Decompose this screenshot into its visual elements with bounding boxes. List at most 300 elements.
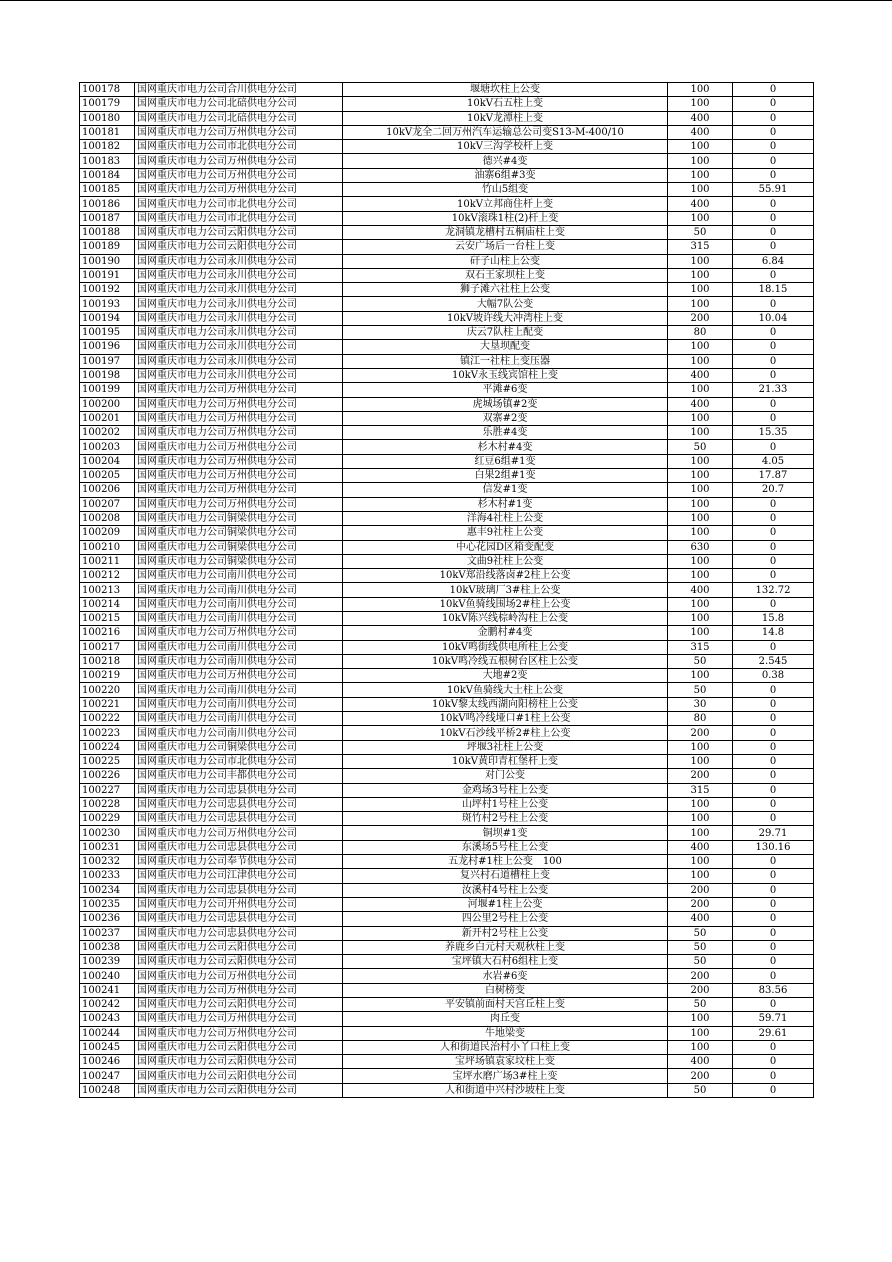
company-cell: 国网重庆市电力公司铜梁供电分公司	[135, 540, 343, 554]
capacity-cell: 100	[668, 855, 733, 869]
table-row	[80, 640, 814, 654]
value-cell: 20.7	[733, 483, 814, 497]
value-cell: 10.04	[733, 311, 814, 325]
value-cell: 0	[733, 940, 814, 954]
company-cell: 国网重庆市电力公司南川供电分公司	[135, 569, 343, 583]
row-id-cell: 100223	[80, 726, 135, 740]
row-id-cell: 100181	[80, 125, 135, 139]
company-cell: 国网重庆市电力公司云阳供电分公司	[135, 240, 343, 254]
transformer-name-cell: 龙洞镇龙槽村五桐庙柱上变	[343, 225, 668, 239]
value-cell: 0	[733, 1069, 814, 1083]
table-row	[80, 626, 814, 640]
transformer-name-cell: 10kV石五柱上变	[343, 97, 668, 111]
value-cell: 0	[733, 697, 814, 711]
table-row	[80, 326, 814, 340]
table-row	[80, 783, 814, 797]
capacity-cell: 100	[668, 254, 733, 268]
value-cell: 0	[733, 569, 814, 583]
company-cell: 国网重庆市电力公司万州供电分公司	[135, 483, 343, 497]
capacity-cell: 630	[668, 540, 733, 554]
company-cell: 国网重庆市电力公司市北供电分公司	[135, 197, 343, 211]
row-id-cell: 100184	[80, 168, 135, 182]
row-id-cell: 100248	[80, 1083, 135, 1097]
value-cell: 0	[733, 511, 814, 525]
row-id-cell: 100220	[80, 683, 135, 697]
transformer-name-cell: 人和街道民治村小丫口柱上变	[343, 1040, 668, 1054]
value-cell: 83.56	[733, 983, 814, 997]
row-id-cell: 100226	[80, 769, 135, 783]
table-row	[80, 955, 814, 969]
transformer-name-cell: 复兴村石道槽柱上变	[343, 869, 668, 883]
value-cell: 0	[733, 397, 814, 411]
capacity-cell: 100	[668, 283, 733, 297]
company-cell: 国网重庆市电力公司合川供电分公司	[135, 83, 343, 97]
row-id-cell: 100210	[80, 540, 135, 554]
company-cell: 国网重庆市电力公司市北供电分公司	[135, 211, 343, 225]
company-cell: 国网重庆市电力公司永川供电分公司	[135, 311, 343, 325]
transformer-name-cell: 白果2组#1变	[343, 469, 668, 483]
row-id-cell: 100211	[80, 554, 135, 568]
row-id-cell: 100195	[80, 326, 135, 340]
capacity-cell: 100	[668, 83, 733, 97]
company-cell: 国网重庆市电力公司万州供电分公司	[135, 626, 343, 640]
capacity-cell: 100	[668, 754, 733, 768]
row-id-cell: 100216	[80, 626, 135, 640]
row-id-cell: 100180	[80, 111, 135, 125]
company-cell: 国网重庆市电力公司万州供电分公司	[135, 1026, 343, 1040]
company-cell: 国网重庆市电力公司忠县供电分公司	[135, 883, 343, 897]
table-row	[80, 569, 814, 583]
capacity-cell: 50	[668, 940, 733, 954]
capacity-cell: 100	[668, 454, 733, 468]
table-row	[80, 297, 814, 311]
value-cell: 0	[733, 411, 814, 425]
capacity-cell: 100	[668, 383, 733, 397]
capacity-cell: 100	[668, 812, 733, 826]
capacity-cell: 100	[668, 826, 733, 840]
company-cell: 国网重庆市电力公司南川供电分公司	[135, 597, 343, 611]
transformer-name-cell: 水岩#6变	[343, 969, 668, 983]
value-cell: 0	[733, 783, 814, 797]
capacity-cell: 400	[668, 1055, 733, 1069]
table-row	[80, 654, 814, 668]
row-id-cell: 100206	[80, 483, 135, 497]
company-cell: 国网重庆市电力公司永川供电分公司	[135, 268, 343, 282]
row-id-cell: 100199	[80, 383, 135, 397]
company-cell: 国网重庆市电力公司云阳供电分公司	[135, 940, 343, 954]
transformer-name-cell: 10kV鸣冷线五根树台区柱上公变	[343, 654, 668, 668]
value-cell: 0.38	[733, 669, 814, 683]
value-cell: 132.72	[733, 583, 814, 597]
value-cell: 0	[733, 955, 814, 969]
company-cell: 国网重庆市电力公司万州供电分公司	[135, 440, 343, 454]
value-cell: 0	[733, 326, 814, 340]
table-row	[80, 511, 814, 525]
transformer-name-cell: 10kV玻璃厂3#柱上公变	[343, 583, 668, 597]
transformer-name-cell: 云安广场后一台柱上变	[343, 240, 668, 254]
value-cell: 0	[733, 1083, 814, 1097]
company-cell: 国网重庆市电力公司北碚供电分公司	[135, 97, 343, 111]
company-cell: 国网重庆市电力公司万州供电分公司	[135, 183, 343, 197]
company-cell: 国网重庆市电力公司南川供电分公司	[135, 583, 343, 597]
value-cell: 0	[733, 797, 814, 811]
value-cell: 0	[733, 168, 814, 182]
row-id-cell: 100213	[80, 583, 135, 597]
table-row	[80, 283, 814, 297]
table-row	[80, 812, 814, 826]
company-cell: 国网重庆市电力公司永川供电分公司	[135, 354, 343, 368]
value-cell: 29.61	[733, 1026, 814, 1040]
row-id-cell: 100235	[80, 897, 135, 911]
row-id-cell: 100232	[80, 855, 135, 869]
transformer-name-cell: 油寨6组#3变	[343, 168, 668, 182]
capacity-cell: 100	[668, 354, 733, 368]
capacity-cell: 50	[668, 440, 733, 454]
transformer-name-cell: 10kV陈兴线棕岭沟柱上公变	[343, 611, 668, 625]
transformer-name-cell: 狮子滩六社柱上公变	[343, 283, 668, 297]
transformer-name-cell: 中心花园D区箱变配变	[343, 540, 668, 554]
value-cell: 0	[733, 526, 814, 540]
company-cell: 国网重庆市电力公司万州供电分公司	[135, 469, 343, 483]
table-row	[80, 740, 814, 754]
capacity-cell: 100	[668, 154, 733, 168]
table-row	[80, 1040, 814, 1054]
value-cell: 14.8	[733, 626, 814, 640]
table-row	[80, 83, 814, 97]
transformer-name-cell: 10kV鱼骑线大土柱上公变	[343, 683, 668, 697]
value-cell: 0	[733, 197, 814, 211]
transformer-name-cell: 人和街道中兴村沙坡柱上变	[343, 1083, 668, 1097]
row-id-cell: 100179	[80, 97, 135, 111]
company-cell: 国网重庆市电力公司云阳供电分公司	[135, 955, 343, 969]
row-id-cell: 100219	[80, 669, 135, 683]
table-row	[80, 683, 814, 697]
transformer-name-cell: 新开村2号柱上公变	[343, 926, 668, 940]
value-cell: 0	[733, 268, 814, 282]
value-cell: 0	[733, 769, 814, 783]
capacity-cell: 100	[668, 483, 733, 497]
capacity-cell: 100	[668, 797, 733, 811]
transformer-name-cell: 庆云7队柱上配变	[343, 326, 668, 340]
value-cell: 0	[733, 1055, 814, 1069]
row-id-cell: 100196	[80, 340, 135, 354]
value-cell: 2.545	[733, 654, 814, 668]
table-row	[80, 454, 814, 468]
row-id-cell: 100234	[80, 883, 135, 897]
transformer-name-cell: 10kV石沙线平桥2#柱上公变	[343, 726, 668, 740]
company-cell: 国网重庆市电力公司市北供电分公司	[135, 754, 343, 768]
row-id-cell: 100203	[80, 440, 135, 454]
table-row	[80, 526, 814, 540]
transformer-name-cell: 宝坪场镇袁家坟柱上变	[343, 1055, 668, 1069]
capacity-cell: 100	[668, 183, 733, 197]
table-row	[80, 1012, 814, 1026]
table-row	[80, 97, 814, 111]
company-cell: 国网重庆市电力公司忠县供电分公司	[135, 840, 343, 854]
transformer-name-cell: 肉丘变	[343, 1012, 668, 1026]
value-cell: 0	[733, 812, 814, 826]
transformer-name-cell: 养鹿乡白元村天观秋柱上变	[343, 940, 668, 954]
value-cell: 0	[733, 225, 814, 239]
table-row	[80, 669, 814, 683]
company-cell: 国网重庆市电力公司南川供电分公司	[135, 654, 343, 668]
company-cell: 国网重庆市电力公司万州供电分公司	[135, 397, 343, 411]
row-id-cell: 100202	[80, 426, 135, 440]
value-cell: 0	[733, 726, 814, 740]
company-cell: 国网重庆市电力公司万州供电分公司	[135, 1012, 343, 1026]
transformer-name-cell: 红豆6组#1变	[343, 454, 668, 468]
row-id-cell: 100205	[80, 469, 135, 483]
transformer-name-cell: 东溪场5号柱上公变	[343, 840, 668, 854]
transformer-name-cell: 对门公变	[343, 769, 668, 783]
capacity-cell: 100	[668, 268, 733, 282]
transformer-name-cell: 10kV鱼骑线围场2#柱上公变	[343, 597, 668, 611]
value-cell: 0	[733, 368, 814, 382]
value-cell: 0	[733, 111, 814, 125]
company-cell: 国网重庆市电力公司永川供电分公司	[135, 368, 343, 382]
capacity-cell: 100	[668, 597, 733, 611]
company-cell: 国网重庆市电力公司云阳供电分公司	[135, 1069, 343, 1083]
transformer-name-cell: 坪堰3社柱上公变	[343, 740, 668, 754]
table-row	[80, 597, 814, 611]
row-id-cell: 100229	[80, 812, 135, 826]
value-cell: 0	[733, 640, 814, 654]
capacity-cell: 100	[668, 569, 733, 583]
transformer-name-cell: 虎城场镇#2变	[343, 397, 668, 411]
row-id-cell: 100217	[80, 640, 135, 654]
value-cell: 15.8	[733, 611, 814, 625]
table-row	[80, 554, 814, 568]
company-cell: 国网重庆市电力公司万州供电分公司	[135, 426, 343, 440]
capacity-cell: 200	[668, 883, 733, 897]
table-row	[80, 769, 814, 783]
value-cell: 17.87	[733, 469, 814, 483]
value-cell: 55.91	[733, 183, 814, 197]
transformer-name-cell: 河堰#1柱上公变	[343, 897, 668, 911]
row-id-cell: 100237	[80, 926, 135, 940]
transformer-name-cell: 10kV永玉线宾馆柱上变	[343, 368, 668, 382]
company-cell: 国网重庆市电力公司云阳供电分公司	[135, 998, 343, 1012]
company-cell: 国网重庆市电力公司开州供电分公司	[135, 897, 343, 911]
row-id-cell: 100225	[80, 754, 135, 768]
row-id-cell: 100230	[80, 826, 135, 840]
capacity-cell: 100	[668, 140, 733, 154]
capacity-cell: 315	[668, 640, 733, 654]
row-id-cell: 100215	[80, 611, 135, 625]
company-cell: 国网重庆市电力公司铜梁供电分公司	[135, 526, 343, 540]
row-id-cell: 100218	[80, 654, 135, 668]
company-cell: 国网重庆市电力公司南川供电分公司	[135, 640, 343, 654]
company-cell: 国网重庆市电力公司丰都供电分公司	[135, 769, 343, 783]
transformer-name-cell: 杉木村#4变	[343, 440, 668, 454]
company-cell: 国网重庆市电力公司南川供电分公司	[135, 712, 343, 726]
row-id-cell: 100231	[80, 840, 135, 854]
transformer-name-cell: 洋海4社柱上公变	[343, 511, 668, 525]
capacity-cell: 100	[668, 469, 733, 483]
capacity-cell: 100	[668, 1026, 733, 1040]
company-cell: 国网重庆市电力公司云阳供电分公司	[135, 225, 343, 239]
table-row	[80, 1069, 814, 1083]
transformer-name-cell: 信发#1变	[343, 483, 668, 497]
row-id-cell: 100192	[80, 283, 135, 297]
row-id-cell: 100209	[80, 526, 135, 540]
row-id-cell: 100200	[80, 397, 135, 411]
capacity-cell: 50	[668, 654, 733, 668]
value-cell: 18.15	[733, 283, 814, 297]
table-row	[80, 912, 814, 926]
table-row	[80, 197, 814, 211]
row-id-cell: 100189	[80, 240, 135, 254]
value-cell: 0	[733, 926, 814, 940]
table-row	[80, 1083, 814, 1097]
company-cell: 国网重庆市电力公司江津供电分公司	[135, 869, 343, 883]
table-row	[80, 354, 814, 368]
transformer-name-cell: 10kV龙潭柱上变	[343, 111, 668, 125]
capacity-cell: 100	[668, 669, 733, 683]
value-cell: 0	[733, 1040, 814, 1054]
capacity-cell: 200	[668, 1069, 733, 1083]
table-row	[80, 154, 814, 168]
table-row	[80, 211, 814, 225]
table-row	[80, 483, 814, 497]
capacity-cell: 50	[668, 998, 733, 1012]
company-cell: 国网重庆市电力公司南川供电分公司	[135, 726, 343, 740]
transformer-name-cell: 大地#2变	[343, 669, 668, 683]
transformer-name-cell: 矸子山柱上公变	[343, 254, 668, 268]
row-id-cell: 100185	[80, 183, 135, 197]
capacity-cell: 400	[668, 125, 733, 139]
company-cell: 国网重庆市电力公司万州供电分公司	[135, 383, 343, 397]
row-id-cell: 100246	[80, 1055, 135, 1069]
company-cell: 国网重庆市电力公司市北供电分公司	[135, 140, 343, 154]
transformer-name-cell: 平滩#6变	[343, 383, 668, 397]
row-id-cell: 100212	[80, 569, 135, 583]
transformer-name-cell: 五龙村#1柱上公变 100	[343, 855, 668, 869]
capacity-cell: 100	[668, 340, 733, 354]
table-row	[80, 998, 814, 1012]
transformer-name-cell: 杉木村#1变	[343, 497, 668, 511]
company-cell: 国网重庆市电力公司万州供电分公司	[135, 168, 343, 182]
transformer-name-cell: 10kV立邦商住杆上变	[343, 197, 668, 211]
company-cell: 国网重庆市电力公司万州供电分公司	[135, 125, 343, 139]
value-cell: 0	[733, 140, 814, 154]
row-id-cell: 100242	[80, 998, 135, 1012]
capacity-cell: 50	[668, 926, 733, 940]
capacity-cell: 400	[668, 912, 733, 926]
capacity-cell: 315	[668, 240, 733, 254]
capacity-cell: 200	[668, 983, 733, 997]
transformer-name-cell: 乐胜#4变	[343, 426, 668, 440]
transformer-name-cell: 10kV鸣街线供电所柱上公变	[343, 640, 668, 654]
value-cell: 130.16	[733, 840, 814, 854]
row-id-cell: 100241	[80, 983, 135, 997]
value-cell: 0	[733, 540, 814, 554]
transformer-name-cell: 平安镇前面村天宫丘柱上变	[343, 998, 668, 1012]
value-cell: 0	[733, 240, 814, 254]
row-id-cell: 100194	[80, 311, 135, 325]
capacity-cell: 100	[668, 611, 733, 625]
capacity-cell: 100	[668, 297, 733, 311]
company-cell: 国网重庆市电力公司万州供电分公司	[135, 983, 343, 997]
row-id-cell: 100238	[80, 940, 135, 954]
value-cell: 0	[733, 855, 814, 869]
value-cell: 0	[733, 297, 814, 311]
transformer-name-cell: 10kV黄印青杠堡杆上变	[343, 754, 668, 768]
company-cell: 国网重庆市电力公司忠县供电分公司	[135, 812, 343, 826]
capacity-cell: 30	[668, 697, 733, 711]
capacity-cell: 100	[668, 426, 733, 440]
transformer-name-cell: 镇江一社柱上变压器	[343, 354, 668, 368]
table-row	[80, 240, 814, 254]
row-id-cell: 100193	[80, 297, 135, 311]
capacity-cell: 315	[668, 783, 733, 797]
value-cell: 0	[733, 897, 814, 911]
company-cell: 国网重庆市电力公司永川供电分公司	[135, 297, 343, 311]
row-id-cell: 100207	[80, 497, 135, 511]
table-row	[80, 726, 814, 740]
value-cell: 0	[733, 211, 814, 225]
company-cell: 国网重庆市电力公司万州供电分公司	[135, 826, 343, 840]
value-cell: 0	[733, 440, 814, 454]
company-cell: 国网重庆市电力公司铜梁供电分公司	[135, 554, 343, 568]
value-cell: 21.33	[733, 383, 814, 397]
row-id-cell: 100236	[80, 912, 135, 926]
row-id-cell: 100187	[80, 211, 135, 225]
transformer-name-cell: 竹山5组变	[343, 183, 668, 197]
company-cell: 国网重庆市电力公司永川供电分公司	[135, 254, 343, 268]
row-id-cell: 100214	[80, 597, 135, 611]
capacity-cell: 100	[668, 869, 733, 883]
capacity-cell: 100	[668, 168, 733, 182]
capacity-cell: 400	[668, 397, 733, 411]
value-cell: 0	[733, 125, 814, 139]
value-cell: 59.71	[733, 1012, 814, 1026]
transformer-name-cell: 四公里2号柱上公变	[343, 912, 668, 926]
table-row	[80, 340, 814, 354]
row-id-cell: 100224	[80, 740, 135, 754]
row-id-cell: 100243	[80, 1012, 135, 1026]
transformer-name-cell: 堰塘坎柱上公变	[343, 83, 668, 97]
capacity-cell: 100	[668, 526, 733, 540]
table-row	[80, 125, 814, 139]
page-top-rule	[0, 0, 892, 1]
row-id-cell: 100201	[80, 411, 135, 425]
capacity-cell: 400	[668, 368, 733, 382]
transformer-name-cell: 10kV黎太线西湖向阳榜柱上公变	[343, 697, 668, 711]
table-row	[80, 754, 814, 768]
value-cell: 29.71	[733, 826, 814, 840]
table-row	[80, 712, 814, 726]
value-cell: 0	[733, 869, 814, 883]
capacity-cell: 400	[668, 583, 733, 597]
table-row	[80, 540, 814, 554]
company-cell: 国网重庆市电力公司南川供电分公司	[135, 611, 343, 625]
row-id-cell: 100182	[80, 140, 135, 154]
capacity-cell: 100	[668, 626, 733, 640]
transformer-name-cell: 大幅7队公变	[343, 297, 668, 311]
company-cell: 国网重庆市电力公司万州供电分公司	[135, 497, 343, 511]
transformer-name-cell: 10kV郑沿线落卤#2柱上公变	[343, 569, 668, 583]
capacity-cell: 200	[668, 969, 733, 983]
company-cell: 国网重庆市电力公司北碚供电分公司	[135, 111, 343, 125]
table-row	[80, 697, 814, 711]
table-row	[80, 826, 814, 840]
capacity-cell: 100	[668, 740, 733, 754]
company-cell: 国网重庆市电力公司永川供电分公司	[135, 283, 343, 297]
table-row	[80, 111, 814, 125]
value-cell: 0	[733, 354, 814, 368]
value-cell: 0	[733, 712, 814, 726]
